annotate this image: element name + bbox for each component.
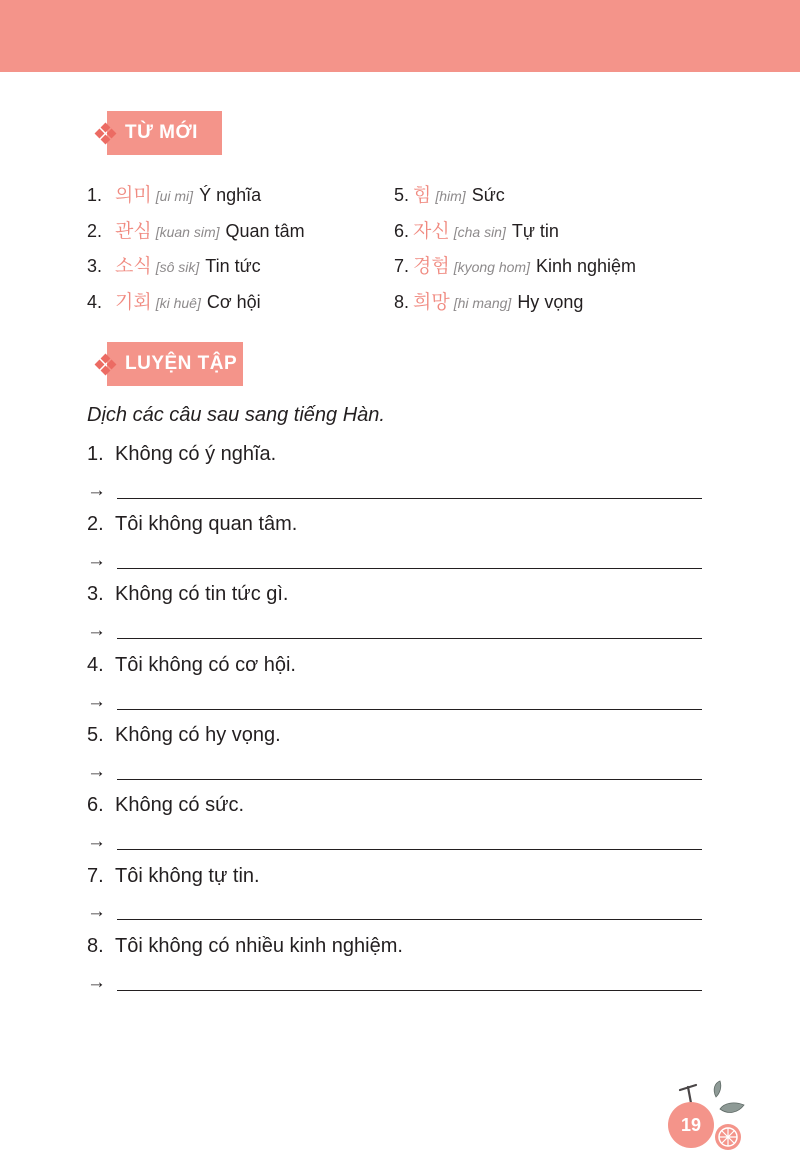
exercise-number: 7. <box>87 865 104 887</box>
exercise-sentence <box>87 583 289 606</box>
answer-line[interactable] <box>87 620 702 644</box>
exercise-sentence <box>87 513 297 536</box>
answer-underline <box>117 849 702 850</box>
answer-line[interactable] <box>87 831 702 855</box>
arrow-right-icon: → <box>87 620 106 641</box>
section-title-practice <box>107 342 243 386</box>
exercise-text: Không có tin tức gì. <box>115 583 289 605</box>
exercise-sentence <box>87 443 276 466</box>
arrow-right-icon: → <box>87 901 106 922</box>
vocab-meaning: Tin tức <box>205 256 261 276</box>
vocab-item <box>87 180 261 207</box>
vocab-pronunciation: [ki huê] <box>155 295 201 311</box>
vocab-meaning: Tự tin <box>511 221 559 241</box>
exercise-number: 4. <box>87 654 104 676</box>
exercise-text: Không có ý nghĩa. <box>115 443 277 465</box>
vocab-pronunciation: [kyong hom] <box>453 259 530 275</box>
exercise-sentence <box>87 865 260 888</box>
header-scallop-edge <box>0 68 800 76</box>
vocab-number: 3. <box>87 256 103 276</box>
exercise-sentence <box>87 794 244 817</box>
vocab-number: 8. <box>394 292 410 312</box>
vocab-korean: 힘 <box>413 184 432 206</box>
vocab-meaning: Kinh nghiệm <box>535 256 637 276</box>
vocab-korean: 희망 <box>413 291 450 313</box>
vocab-korean: 자신 <box>413 220 450 242</box>
vocab-korean: 소식 <box>115 255 152 277</box>
exercise-text: Không có sức. <box>115 794 245 816</box>
answer-line[interactable] <box>87 901 702 925</box>
exercise-sentence <box>87 654 296 677</box>
vocab-korean: 기회 <box>115 291 152 313</box>
vocab-pronunciation: [hi mang] <box>453 295 512 311</box>
answer-underline <box>117 709 702 710</box>
vocab-pronunciation: [cha sin] <box>453 224 506 240</box>
vocab-item <box>394 180 505 207</box>
vocab-number: 1. <box>87 185 103 205</box>
exercise-number: 6. <box>87 794 104 816</box>
arrow-right-icon: → <box>87 550 106 571</box>
arrow-right-icon: → <box>87 691 106 712</box>
exercise-number: 2. <box>87 513 104 535</box>
vocab-number: 2. <box>87 221 103 241</box>
answer-underline <box>117 638 702 639</box>
vocab-item <box>394 216 559 243</box>
answer-underline <box>117 990 702 991</box>
answer-line[interactable] <box>87 761 702 785</box>
exercise-text: Tôi không có nhiều kinh nghiệm. <box>115 935 403 957</box>
arrow-right-icon: → <box>87 831 106 852</box>
vocab-korean: 경험 <box>413 255 450 277</box>
exercise-text: Tôi không quan tâm. <box>115 513 298 535</box>
exercise-number: 5. <box>87 724 104 746</box>
vocab-number: 5. <box>394 185 410 205</box>
section-title-vocab-label: TỪ MỚI <box>125 122 198 143</box>
answer-underline <box>117 779 702 780</box>
answer-underline <box>117 498 702 499</box>
vocab-pronunciation: [sô sik] <box>155 259 200 275</box>
vocab-item <box>394 287 583 314</box>
answer-line[interactable] <box>87 972 702 996</box>
answer-line[interactable] <box>87 691 702 715</box>
exercise-text: Tôi không tự tin. <box>115 865 260 887</box>
section-title-vocab <box>107 111 222 155</box>
vocab-pronunciation: [kuan sim] <box>155 224 220 240</box>
vocab-pronunciation: [him] <box>435 188 466 204</box>
exercise-text: Tôi không có cơ hội. <box>115 654 296 676</box>
vocab-meaning: Cơ hội <box>206 292 261 312</box>
page-number-badge: 19 <box>668 1102 714 1148</box>
exercise-instruction: Dịch các câu sau sang tiếng Hàn. <box>87 404 385 426</box>
answer-underline <box>117 568 702 569</box>
arrow-right-icon: → <box>87 972 106 993</box>
answer-underline <box>117 919 702 920</box>
exercise-number: 8. <box>87 935 104 957</box>
arrow-right-icon: → <box>87 761 106 782</box>
vocab-item <box>87 287 261 314</box>
vocab-number: 6. <box>394 221 410 241</box>
vocab-meaning: Hy vọng <box>517 292 584 312</box>
arrow-right-icon: → <box>87 480 106 501</box>
vocab-item <box>87 216 305 243</box>
vocab-meaning: Quan tâm <box>225 221 305 241</box>
diamond-bullet-icon <box>95 354 115 374</box>
exercise-text: Không có hy vọng. <box>115 724 281 746</box>
exercise-sentence <box>87 935 403 958</box>
vocab-meaning: Ý nghĩa <box>199 185 262 205</box>
answer-line[interactable] <box>87 550 702 574</box>
vocab-korean: 관심 <box>115 220 152 242</box>
vocab-item <box>394 251 636 278</box>
vocab-number: 7. <box>394 256 410 276</box>
header-band <box>0 0 800 72</box>
vocab-korean: 의미 <box>115 184 152 206</box>
answer-line[interactable] <box>87 480 702 504</box>
vocab-meaning: Sức <box>471 185 505 205</box>
vocab-pronunciation: [ui mi] <box>155 188 194 204</box>
diamond-bullet-icon <box>95 123 115 143</box>
exercise-number: 1. <box>87 443 104 465</box>
vocab-item <box>87 251 261 278</box>
exercise-sentence <box>87 724 281 747</box>
vocab-number: 4. <box>87 292 103 312</box>
section-title-practice-label: LUYỆN TẬP <box>125 353 238 374</box>
exercise-number: 3. <box>87 583 104 605</box>
